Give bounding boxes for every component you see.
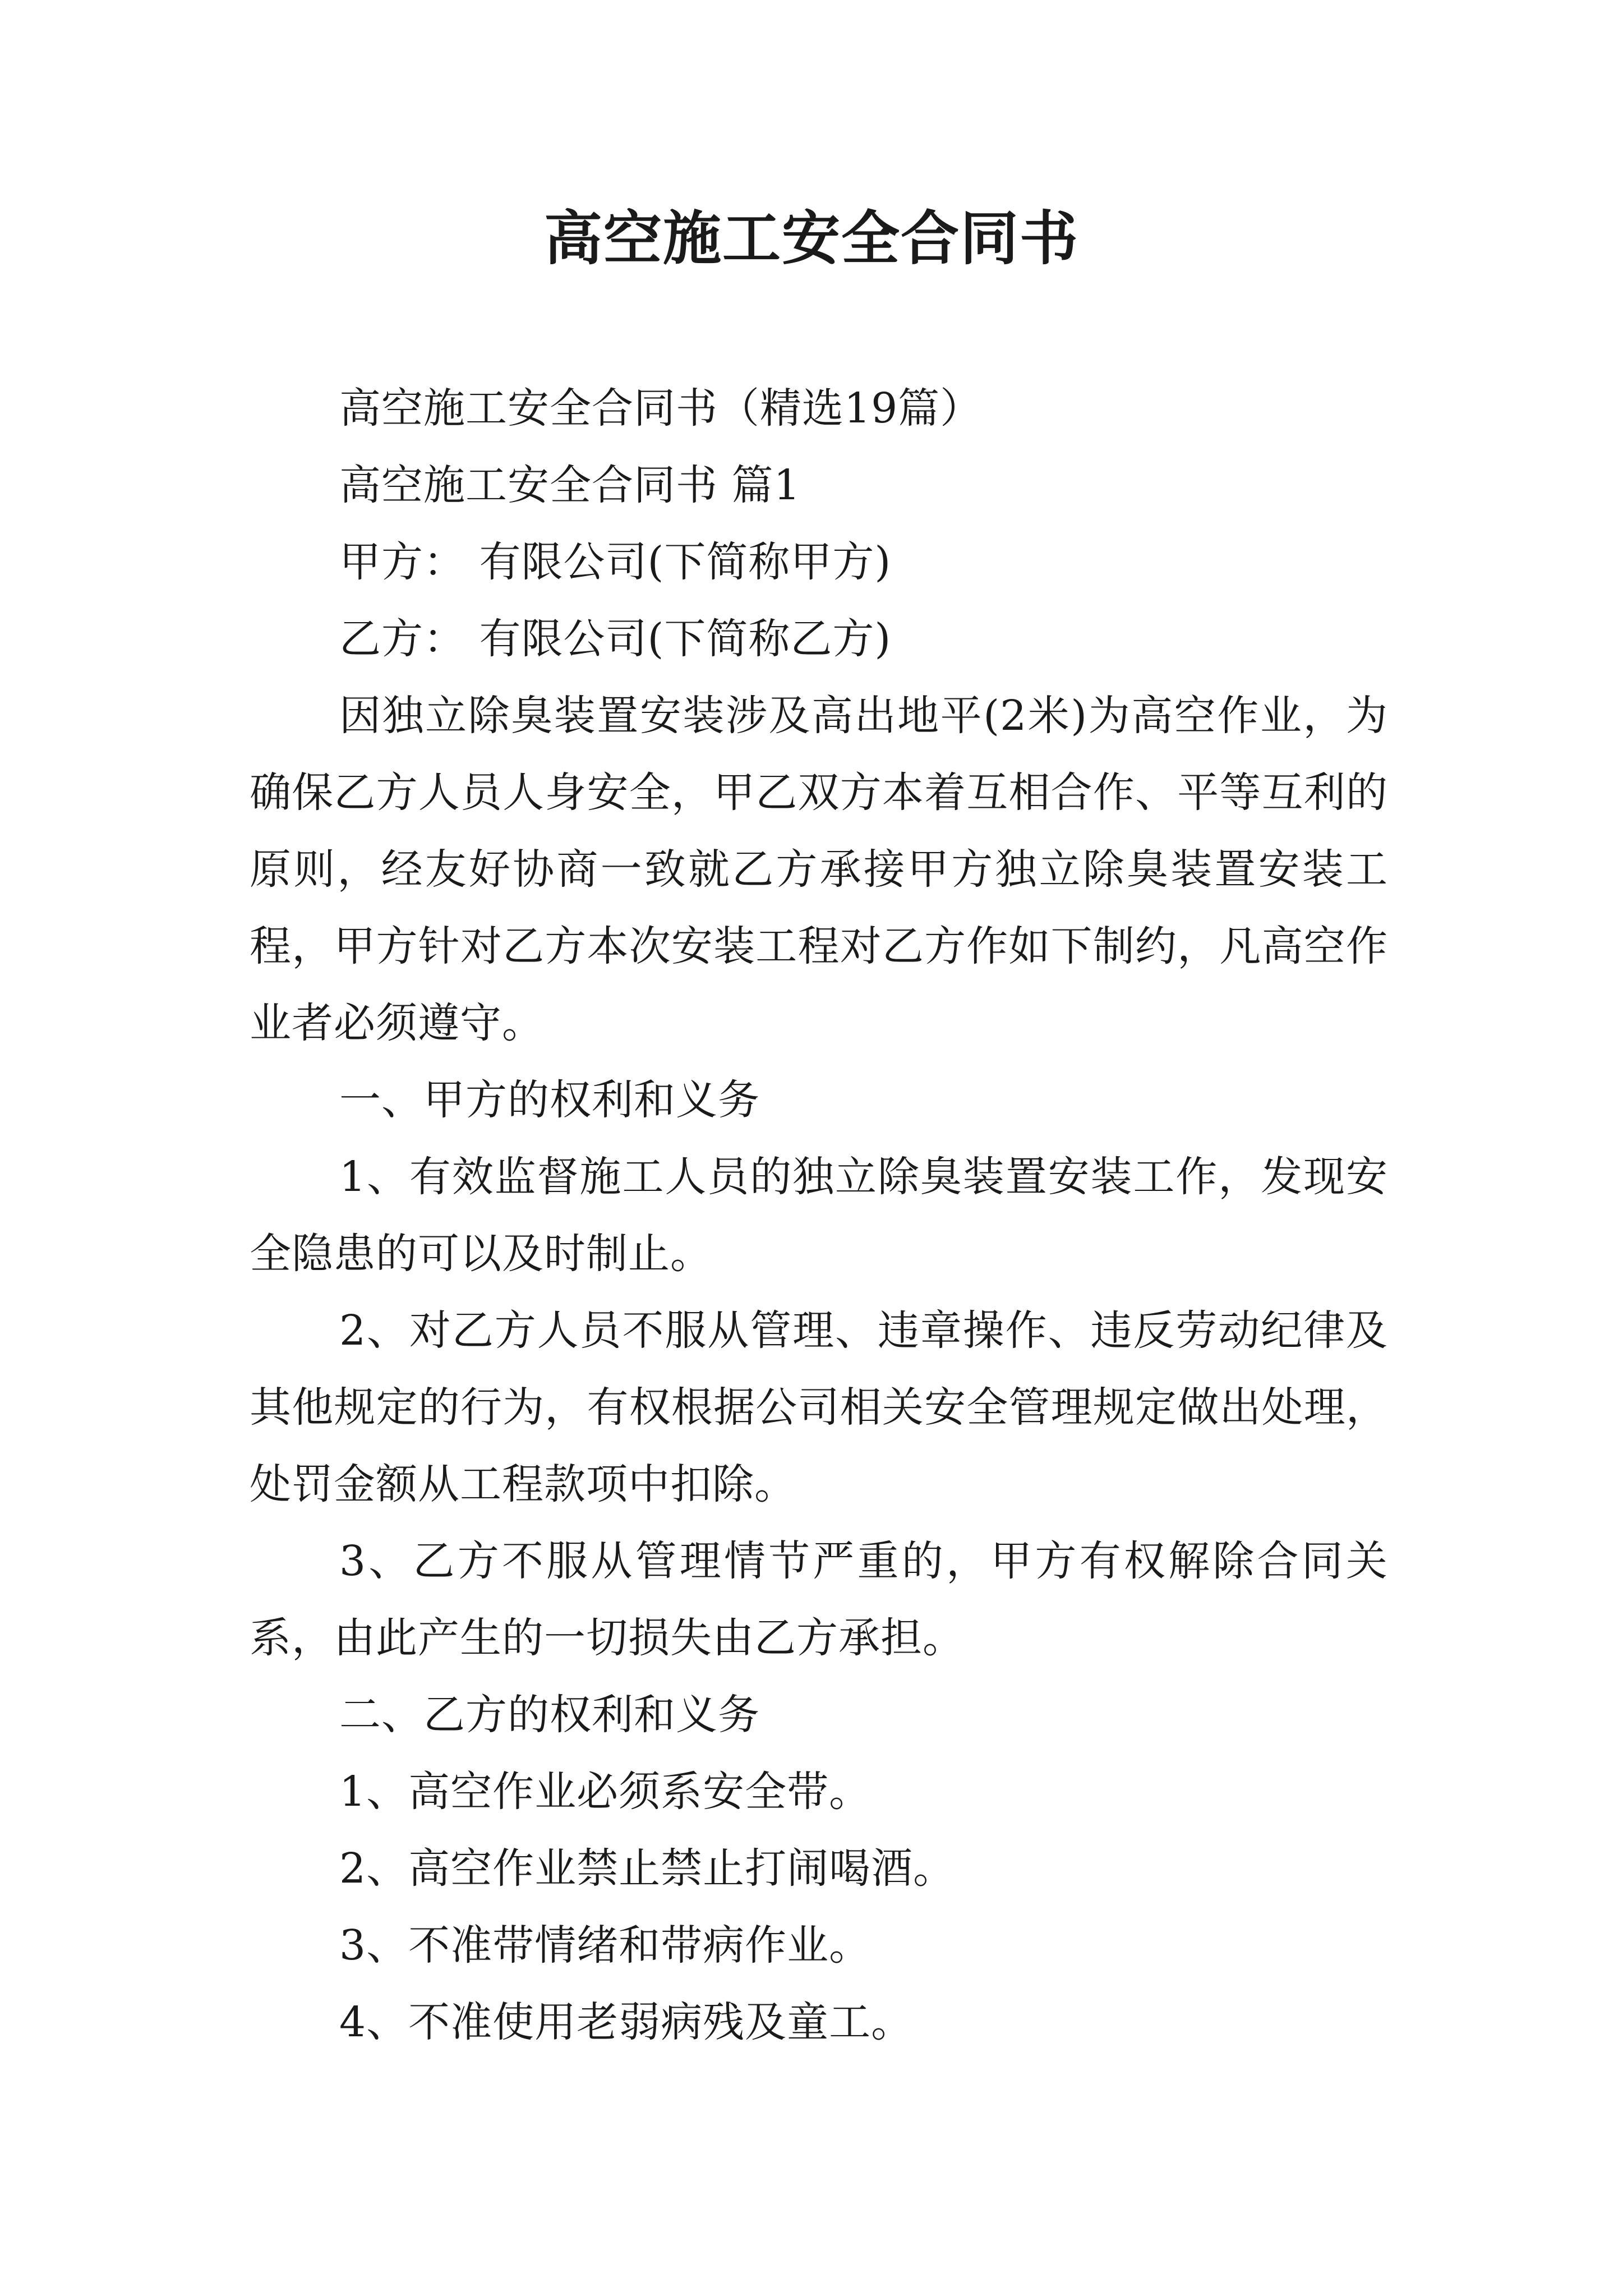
party-a-clause-1: 1、有效监督施工人员的独立除臭装置安装工作，发现安全隐患的可以及时制止。: [250, 1153, 1388, 1278]
party-b-clause-2: 2、高空作业禁止禁止打闹喝酒。: [339, 1844, 956, 1893]
preamble-paragraph: 因独立除臭装置安装涉及高出地平(2米)为高空作业，为确保乙方人员人身安全，甲乙双方本着互相合作、平等互利的原则，经友好协商一致就乙方承接甲方独立除臭装置安装工程，甲方针对乙方本次安装工程对乙方作如下制约，凡高空作业者必须遵守。: [250, 692, 1388, 1047]
party-b-clause-3: 3、不准带情绪和带病作业。: [339, 1921, 872, 1970]
heading-party-a-rights: 一、甲方的权利和义务: [339, 1076, 760, 1124]
party-a-line: 甲方： 有限公司(下简称甲方): [339, 538, 892, 586]
document-title: 高空施工安全合同书: [543, 204, 1079, 273]
party-b-line: 乙方： 有限公司(下简称乙方): [339, 615, 892, 663]
party-b-clause-1: 1、高空作业必须系安全带。: [339, 1768, 872, 1816]
subtitle-line: 高空施工安全合同书（精选19篇）: [339, 384, 983, 432]
party-b-clause-4: 4、不准使用老弱病残及童工。: [339, 1998, 914, 2046]
heading-party-b-rights: 二、乙方的权利和义务: [339, 1691, 760, 1739]
party-a-clause-2: 2、对乙方人员不服从管理、违章操作、违反劳动纪律及其他规定的行为，有权根据公司相关安全管理规定做出处理，处罚金额从工程款项中扣除。: [250, 1306, 1388, 1508]
document-body: [250, 370, 1388, 2061]
section-heading-part-1: 高空施工安全合同书 篇1: [339, 461, 801, 509]
party-a-clause-3: 3、乙方不服从管理情节严重的，甲方有权解除合同关系，由此产生的一切损失由乙方承担。: [250, 1537, 1388, 1662]
